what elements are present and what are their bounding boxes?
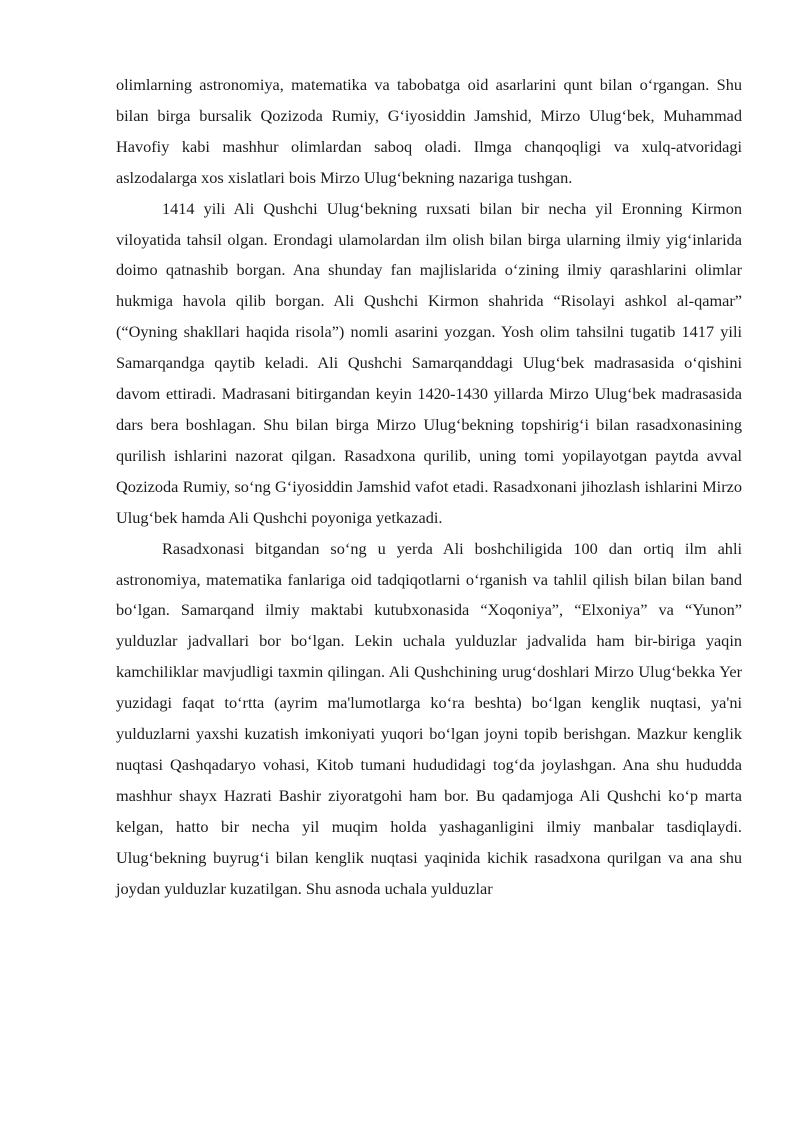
paragraph-2: 1414 yili Ali Qushchi Ulug‘bekning ruxsati bilan bir necha yil Eronning Kirmon viloyatida tahsil olgan. Erondagi ulamolardan ilm olish bilan birga ularning ilmiy yig‘inlarida doimo qatnashib borgan. Ana shunday fan majlislarida o‘zining ilmiy qarashlarini olimlar hukmiga havola qilib borgan. Ali Qushchi Kirmon shahrida “Risolayi ashkol al-qamar” (“Oyning shakllari haqida risola”) nomli asarini yozgan. Yosh olim tahsilni tugatib 1417 yili Samarqandga qaytib keladi. Ali Qushchi Samarqanddagi Ulug‘bek madrasasida o‘qishini davom ettiradi. Madrasani bitirgandan keyin 1420-1430 yillarda Mirzo Ulug‘bek madrasasida dars bera boshlagan. Shu bilan birga Mirzo Ulug‘bekning topshirig‘i bilan rasadxonasining qurilish ishlarini nazorat qilgan. Rasadxona qurilib, uning tomi yopilayotgan paytda avval Qozizoda Rumiy, so‘ng G‘iyosiddin Jamshid vafot etadi. Rasadxonani jihozlash ishlarini Mirzo Ulug‘bek hamda Ali Qushchi poyoniga yetkazadi. — [116, 198, 742, 527]
paragraph-1: olimlarning astronomiya, matematika va tabobatga oid asarlarini qunt bilan o‘rgangan. Shu bilan birga bursalik Qozizoda Rumiy, G‘iyosiddin Jamshid, Mirzo Ulug‘bek, Muhammad Havofiy kabi mashhur olimlardan saboq oladi. Ilmga chanqoqligi va xulq-atvoridagi aslzodalarga xos xislatlari bois Mirzo Ulug‘bekning nazariga tushgan. — [116, 75, 742, 187]
paragraph-3: Rasadxonasi bitgandan so‘ng u yerda Ali boshchiligida 100 dan ortiq ilm ahli astronomiya, matematika fanlariga oid tadqiqotlarni o‘rganish va tahlil qilish bilan bilan band bo‘lgan. Samarqand ilmiy maktabi kutubxonasida “Xoqoniya”, “Elxoniya” va “Yunon” yulduzlar jadvallari bor bo‘lgan. Lekin uchala yulduzlar jadvalida ham bir-biriga yaqin kamchiliklar mavjudligi taxmin qilingan. Ali Qushchining urug‘doshlari Mirzo Ulug‘bekka Yer yuzidagi faqat to‘rtta (ayrim ma'lumotlarga ko‘ra beshta) bo‘lgan kenglik nuqtasi, ya'ni yulduzlarni yaxshi kuzatish imkoniyati yuqori bo‘lgan joyni topib berishgan. Mazkur kenglik nuqtasi Qashqadaryo vohasi, Kitob tumani hududidagi tog‘da joylashgan. Ana shu hududda mashhur shayx Hazrati Bashir ziyoratgohi ham bor. Bu qadamjoga Ali Qushchi ko‘p marta kelgan, hatto bir necha yil muqim holda yashaganligini ilmiy manbalar tasdiqlaydi. Ulug‘bekning buyrug‘i bilan kenglik nuqtasi yaqinida kichik rasadxona qurilgan va ana shu joydan yulduzlar kuzatilgan. Shu asnoda uchala yulduzlar — [116, 538, 742, 898]
document-page — [116, 70, 742, 904]
